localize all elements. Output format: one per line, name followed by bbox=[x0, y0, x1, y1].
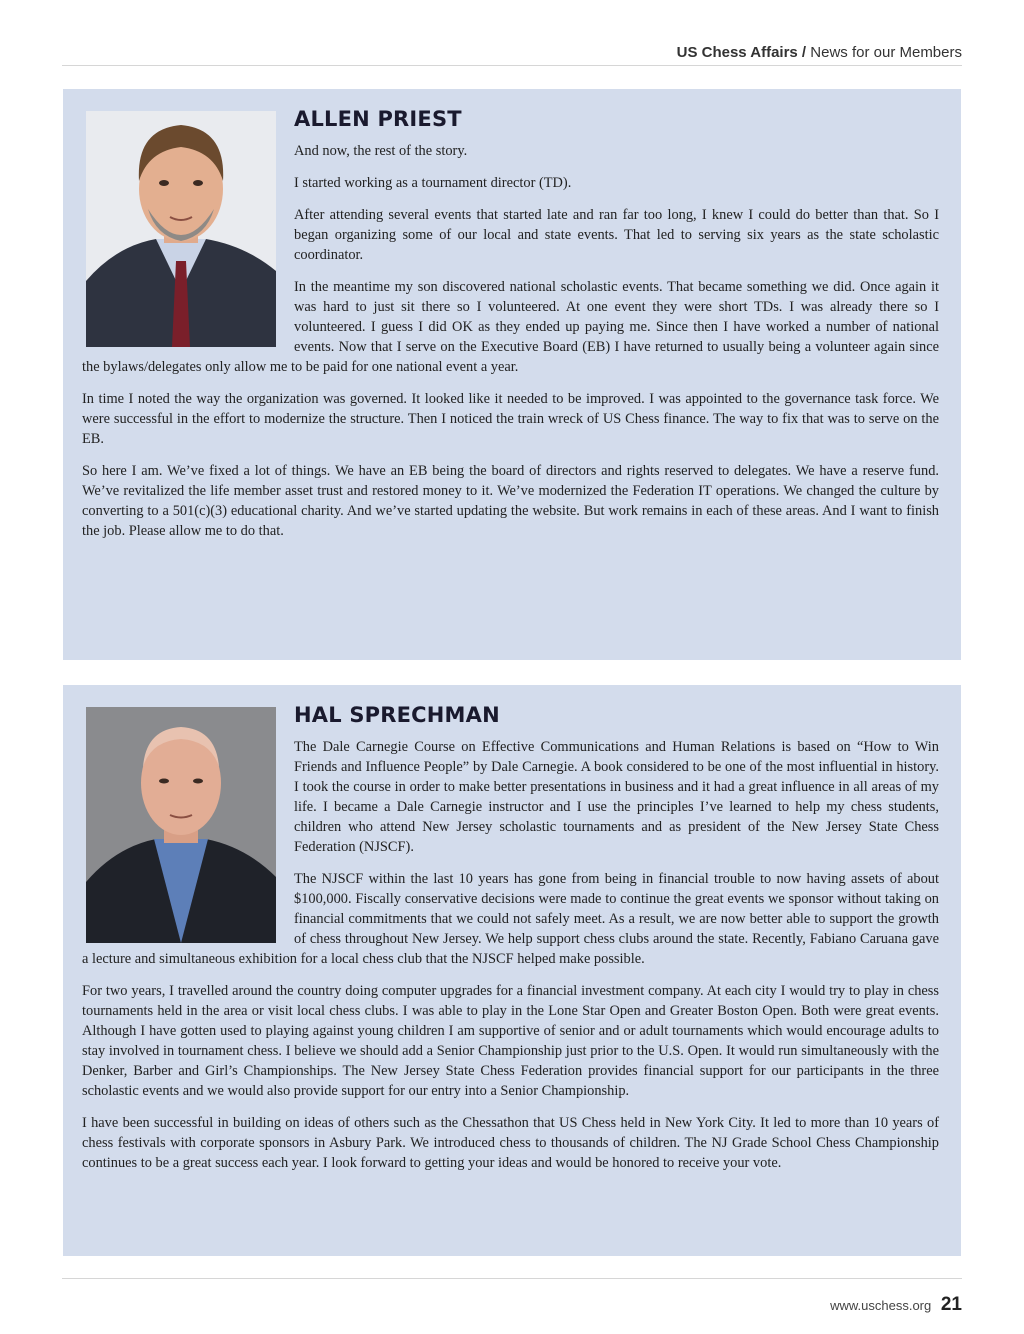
article-paragraph: The NJSCF within the last 10 years has gone from being in financial trouble to now having assets of about $100,000. Fiscally conservative decisions were made to continue the great events we sponsor without taking on financial commitments that we could not safely meet. As a result, we are now better able to support the growth of chess throughout New Jersey. We help support chess clubs around the state. Recently, Fabiano Caruana gave a lecture and simultaneous exhibition for a local chess club that the NJSCF helped make possible. bbox=[82, 871, 939, 967]
article-paragraph: I started working as a tournament director (TD). bbox=[294, 175, 572, 191]
article-paragraph: The Dale Carnegie Course on Effective Communications and Human Relations is based on “How to Win Friends and Influence People” by Dale Carnegie. A book considered to be one of the most influential in history. I took the course in order to make better presentations in business and it had a great influence in all areas of my life. I became a Dale Carnegie instructor and I use the principles I’ve learned to help my chess students, children who attend New Jersey scholastic tournaments and as president of the New Jersey State Chess Federation (NJSCF). bbox=[294, 739, 939, 855]
article-paragraph: In time I noted the way the organization was governed. It looked like it needed to be improved. I was appointed to the governance task force. We were successful in the effort to modernize the structure. Then I noticed the train wreck of US Chess finance. The way to fix that was to serve on the EB. bbox=[82, 391, 939, 447]
candidate-name: HAL SPRECHMAN bbox=[294, 703, 500, 727]
footer-url[interactable]: www.uschess.org bbox=[830, 1298, 932, 1313]
page-number: 21 bbox=[940, 1294, 962, 1315]
header-rule bbox=[62, 65, 962, 66]
article-paragraph: I have been successful in building on ideas of others such as the Chessathon that US Chess held in New York City. It led to more than 10 years of chess festivals with corporate sponsors in Asbury Park. We introduced chess to thousands of children. The NJ Grade School Chess Championship continues to be a great success each year. I look forward to getting your ideas and would be honored to receive your vote. bbox=[82, 1115, 939, 1171]
article-paragraph: After attending several events that started late and ran far too long, I knew I could do better than that. So I began organizing some of our local and state events. That led to serving six years as the state scholastic coordinator. bbox=[294, 207, 939, 263]
article-paragraph: For two years, I travelled around the country doing computer upgrades for a financial investment company. At each city I would try to play in chess tournaments held in the area or visit local chess clubs. I was able to play in the Lone Star Open and Greater Boston Open. Both were great events. Although I have gotten used to playing against young children I am supportive of senior and or adult tournaments which would encourage adults to stay involved in tournament chess. I believe we should add a Senior Championship just prior to the U.S. Open. It would run simultaneously with the Denker, Barber and Girl’s Championships. The New Jersey State Chess Federation provides financial support for our participants in the three scholastic events and we would also provide support for our entry into a Senior Championship. bbox=[82, 983, 939, 1099]
section-subtitle: News for our Members bbox=[810, 44, 962, 61]
article-paragraph: In the meantime my son discovered national scholastic events. That became something we did. Once again it was hard to just sit there so I volunteered. At one event they were short TDs. I was already there so I volunteered. I guess I did OK as they ended up paying me. Since then I have worked a number of national events. Now that I serve on the Executive Board (EB) I have returned to usually being a volunteer again since the bylaws/delegates only allow me to be paid for one national event a year. bbox=[82, 279, 939, 375]
article-paragraph: And now, the rest of the story. bbox=[294, 143, 468, 159]
footer-rule bbox=[62, 1278, 962, 1279]
page-header bbox=[677, 44, 962, 61]
section-label: US Chess Affairs / bbox=[676, 44, 807, 61]
candidate-panel-allen-priest bbox=[63, 89, 961, 660]
article-paragraph: So here I am. We’ve fixed a lot of things. We have an EB being the board of directors and rights reserved to delegates. We have a reserve fund. We’ve revitalized the life member asset trust and restored money to it. We’ve modernized the Federation IT operations. We changed the culture by converting to a 501(c)(3) educational charity. And we’ve started updating the website. But work remains in each of these areas. And I want to finish the job. Please allow me to do that. bbox=[82, 463, 939, 539]
candidate-name: ALLEN PRIEST bbox=[294, 107, 462, 131]
page-footer bbox=[830, 1294, 962, 1316]
candidate-panel-hal-sprechman bbox=[63, 685, 961, 1256]
candidate-photo-hal-sprechman bbox=[86, 707, 276, 943]
candidate-photo-allen-priest bbox=[86, 111, 276, 347]
